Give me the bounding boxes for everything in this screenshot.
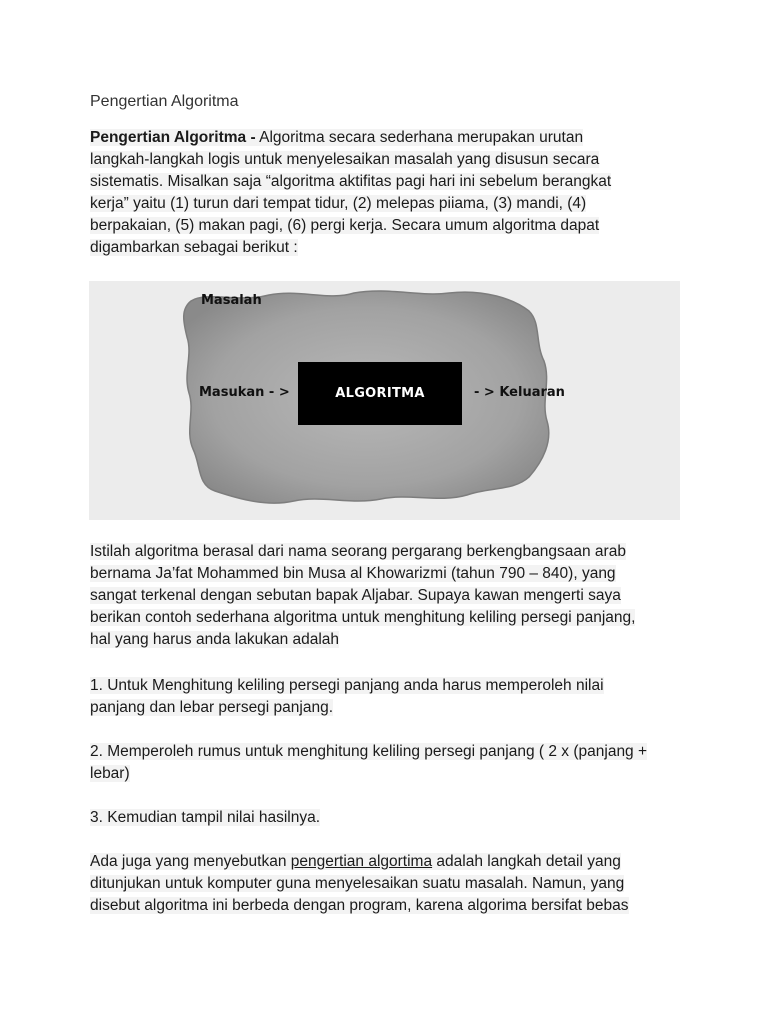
step-2 <box>90 741 690 785</box>
history-line: hal yang harus anda lakukan adalah <box>90 631 340 648</box>
intro-paragraph <box>90 127 690 259</box>
step-1 <box>90 675 690 719</box>
intro-line: kerja” yaitu (1) turun dari tempat tidur, (2) melepas piiama, (3) mandi, (4) <box>90 195 587 212</box>
closing-line: disebut algoritma ini berbeda dengan program, karena algorima bersifat bebas <box>90 897 629 914</box>
intro-line: sistematis. Misalkan saja “algoritma aktifitas pagi hari ini sebelum berangkat <box>90 173 612 190</box>
closing-text: adalah langkah detail yang <box>432 853 621 870</box>
algorithm-diagram <box>89 281 680 520</box>
step-line: lebar) <box>90 765 130 782</box>
history-line: bernama Ja’fat Mohammed bin Musa al Khowarizmi (tahun 790 – 840), yang <box>90 565 616 582</box>
diagram-problem-label: Masalah <box>201 293 262 308</box>
intro-line: langkah-langkah logis untuk menyelesaikan masalah yang disusun secara <box>90 151 600 168</box>
closing-text: Ada juga yang menyebutkan <box>90 853 291 870</box>
intro-line: digambarkan sebagai berikut : <box>90 239 298 256</box>
history-line: berikan contoh sederhana algoritma untuk menghitung keliling persegi panjang, <box>90 609 636 626</box>
diagram-output-label: - > Keluaran <box>474 385 565 400</box>
intro-line: berpakaian, (5) makan pagi, (6) pergi kerja. Secara umum algoritma dapat <box>90 217 600 234</box>
closing-paragraph <box>90 851 690 917</box>
intro-bold-lead: Pengertian Algoritma - <box>90 129 256 146</box>
step-line: 3. Kemudian tampil nilai hasilnya. <box>90 809 321 826</box>
pengertian-algortima-link[interactable]: pengertian algortima <box>290 853 433 870</box>
intro-line: Algoritma secara sederhana merupakan urutan <box>255 129 584 146</box>
closing-line: ditunjukan untuk komputer guna menyelesaikan suatu masalah. Namun, yang <box>90 875 625 892</box>
history-line: sangat terkenal dengan sebutan bapak Aljabar. Supaya kawan mengerti saya <box>90 587 621 604</box>
page-title: Pengertian Algoritma <box>90 93 239 110</box>
step-line: 1. Untuk Menghitung keliling persegi panjang anda harus memperoleh nilai <box>90 677 604 694</box>
step-line: 2. Memperoleh rumus untuk menghitung keliling persegi panjang ( 2 x (panjang + <box>90 743 648 760</box>
diagram-algorithm-box <box>298 362 462 425</box>
diagram-input-label: Masukan - > <box>199 385 290 400</box>
step-3 <box>90 807 690 829</box>
diagram-algorithm-label: ALGORITMA <box>335 386 425 401</box>
step-line: panjang dan lebar persegi panjang. <box>90 699 334 716</box>
history-line: Istilah algoritma berasal dari nama seorang pergarang berkengbangsaan arab <box>90 543 626 560</box>
history-paragraph <box>90 541 690 651</box>
